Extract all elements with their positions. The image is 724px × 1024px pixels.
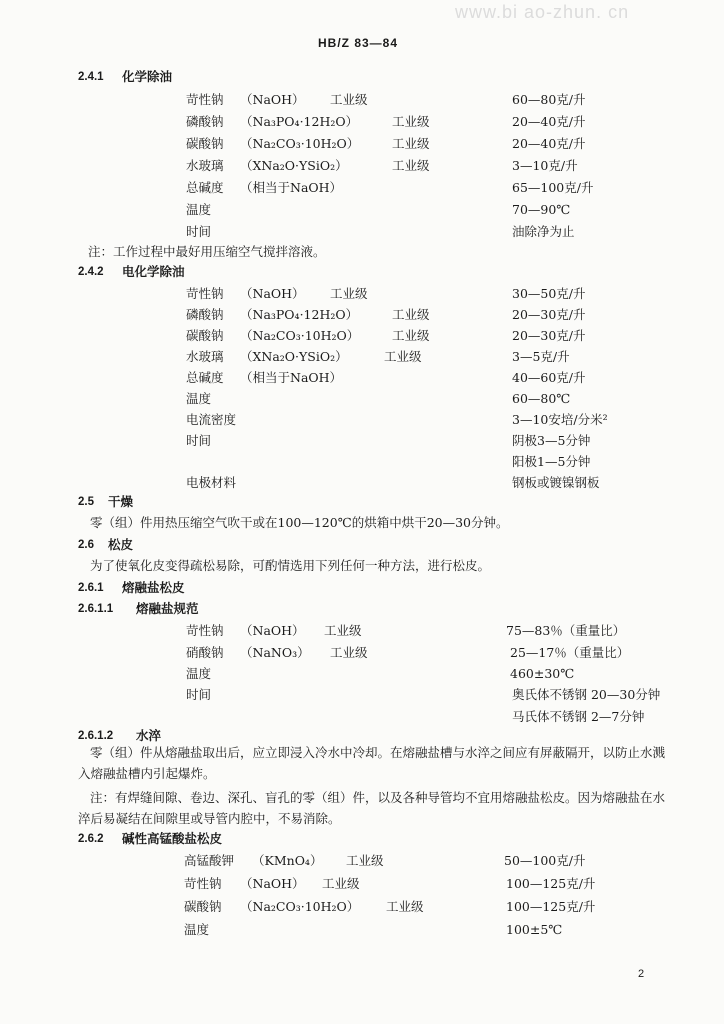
row-formula: （KMnO₄） <box>252 853 323 868</box>
row-name: 电流密度 <box>186 412 237 427</box>
section-title-2-5: 干燥 <box>108 494 134 509</box>
row-value: 60—80克/升 <box>512 92 586 107</box>
row-value: 70—90℃ <box>512 202 571 217</box>
row-formula: （Na₂CO₃·10H₂O） <box>240 328 360 343</box>
row-name: 苛性钠 <box>184 876 222 891</box>
row-value: 100—125克/升 <box>506 876 596 891</box>
row-name: 温度 <box>186 666 212 681</box>
row-name: 硝酸钠 <box>186 645 224 660</box>
page-header: HB/Z 83—84 <box>318 36 399 50</box>
row-formula: （相当于NaOH） <box>240 180 343 195</box>
row-value: 3—10克/升 <box>512 158 578 173</box>
row-formula: （NaOH） <box>240 876 305 891</box>
note: 注：有焊缝间隙、卷边、深孔、盲孔的零（组）件，以及各种导管均不宜用熔融盐松皮。因为熔融盐在水淬后易凝结在间隙里或导管内腔中，不易消除。 <box>78 790 666 826</box>
row-grade: 工业级 <box>330 286 368 301</box>
row-value: 50—100克/升 <box>504 853 586 868</box>
row-name: 电极材料 <box>186 475 237 490</box>
row-grade: 工业级 <box>346 853 384 868</box>
section-title-2-4-2: 电化学除油 <box>122 264 185 279</box>
section-number-2-5: 2.5 <box>78 496 94 508</box>
section-number-2-6-1-1: 2.6.1.1 <box>78 603 114 615</box>
note: 注：工作过程中最好用压缩空气搅拌溶液。 <box>88 244 326 259</box>
row-value: 奥氏体不锈钢 20—30分钟 <box>512 687 661 702</box>
row-value: 20—30克/升 <box>512 328 586 343</box>
row-value: 油除净为止 <box>512 224 575 239</box>
section-title-2-6-1-2: 水淬 <box>136 728 162 743</box>
paragraph: 零（组）件从熔融盐取出后，应立即浸入冷水中冷却。在熔融盐槽与水淬之间应有屏蔽隔开，以防止水溅入熔融盐槽内引起爆炸。 <box>78 745 666 781</box>
row-grade: 工业级 <box>392 328 430 343</box>
row-grade: 工业级 <box>392 158 430 173</box>
row-name: 碳酸钠 <box>186 136 224 151</box>
section-number-2-4-1: 2.4.1 <box>78 71 104 83</box>
row-value: 3—5克/升 <box>512 349 570 364</box>
row-formula: （NaOH） <box>240 286 305 301</box>
row-formula: （NaNO₃） <box>240 645 310 660</box>
row-value: 20—30克/升 <box>512 307 586 322</box>
section-number-2-6-2: 2.6.2 <box>78 833 104 845</box>
row-name: 温度 <box>186 391 212 406</box>
row-name: 磷酸钠 <box>186 307 224 322</box>
row-value: 460±30℃ <box>510 666 575 681</box>
row-formula: （XNa₂O·YSiO₂） <box>240 349 348 364</box>
row-value: 20—40克/升 <box>512 114 586 129</box>
section-number-2-4-2: 2.4.2 <box>78 266 104 278</box>
row-value: 马氏体不锈钢 2—7分钟 <box>512 709 645 724</box>
row-name: 苛性钠 <box>186 92 224 107</box>
section-title-2-6-2: 碱性高锰酸盐松皮 <box>122 831 223 846</box>
row-value: 阴极3—5分钟 <box>512 433 591 448</box>
section-title-2-6: 松皮 <box>108 537 134 552</box>
row-value: 3—10安培/分米² <box>512 412 608 427</box>
row-formula: （NaOH） <box>240 92 305 107</box>
row-value: 25—17％（重量比） <box>510 645 630 660</box>
section-number-2-6-1-2: 2.6.1.2 <box>78 730 114 742</box>
section-title-2-6-1-1: 熔融盐规范 <box>136 601 199 616</box>
row-name: 水玻璃 <box>186 158 224 173</box>
row-formula: （相当于NaOH） <box>240 370 343 385</box>
section-title-2-4-1: 化学除油 <box>122 69 173 84</box>
paragraph: 零（组）件用热压缩空气吹干或在100—120℃的烘箱中烘干20—30分钟。 <box>90 515 509 530</box>
row-name: 碳酸钠 <box>186 328 224 343</box>
row-name: 碳酸钠 <box>184 899 222 914</box>
row-value: 60—80℃ <box>512 391 571 406</box>
row-value: 100—125克/升 <box>506 899 596 914</box>
row-name: 时间 <box>186 224 212 239</box>
row-value: 40—60克/升 <box>512 370 586 385</box>
row-formula: （Na₂CO₃·10H₂O） <box>240 136 360 151</box>
row-grade: 工业级 <box>330 92 368 107</box>
row-name: 高锰酸钾 <box>184 853 235 868</box>
row-name: 温度 <box>184 922 210 937</box>
row-grade: 工业级 <box>324 623 362 638</box>
row-name: 苛性钠 <box>186 623 224 638</box>
row-grade: 工业级 <box>330 645 368 660</box>
row-name: 苛性钠 <box>186 286 224 301</box>
row-name: 总碱度 <box>186 180 224 195</box>
row-formula: （Na₃PO₄·12H₂O） <box>240 307 359 322</box>
row-name: 水玻璃 <box>186 349 224 364</box>
row-value: 钢板或镀镍钢板 <box>512 475 600 490</box>
row-name: 时间 <box>186 687 212 702</box>
row-grade: 工业级 <box>392 136 430 151</box>
row-grade: 工业级 <box>392 114 430 129</box>
row-value: 20—40克/升 <box>512 136 586 151</box>
row-value: 65—100克/升 <box>512 180 594 195</box>
row-grade: 工业级 <box>392 307 430 322</box>
row-name: 总碱度 <box>186 370 224 385</box>
row-grade: 工业级 <box>322 876 360 891</box>
row-value: 100±5℃ <box>506 922 563 937</box>
row-value: 75—83％（重量比） <box>506 623 626 638</box>
row-name: 时间 <box>186 433 212 448</box>
section-number-2-6: 2.6 <box>78 539 94 551</box>
row-grade: 工业级 <box>386 899 424 914</box>
watermark: www.bi ao-zhun. cn <box>455 2 630 22</box>
section-number-2-6-1: 2.6.1 <box>78 582 104 594</box>
section-title-2-6-1: 熔融盐松皮 <box>122 580 185 595</box>
row-value: 阳极1—5分钟 <box>512 454 591 469</box>
row-name: 温度 <box>186 202 212 217</box>
row-formula: （XNa₂O·YSiO₂） <box>240 158 348 173</box>
row-name: 磷酸钠 <box>186 114 224 129</box>
row-formula: （Na₂CO₃·10H₂O） <box>240 899 360 914</box>
page-number: 2 <box>638 968 645 980</box>
row-formula: （NaOH） <box>240 623 305 638</box>
row-value: 30—50克/升 <box>512 286 586 301</box>
row-formula: （Na₃PO₄·12H₂O） <box>240 114 359 129</box>
row-grade: 工业级 <box>384 349 422 364</box>
paragraph: 为了使氧化皮变得疏松易除，可酌情选用下列任何一种方法，进行松皮。 <box>90 558 491 573</box>
